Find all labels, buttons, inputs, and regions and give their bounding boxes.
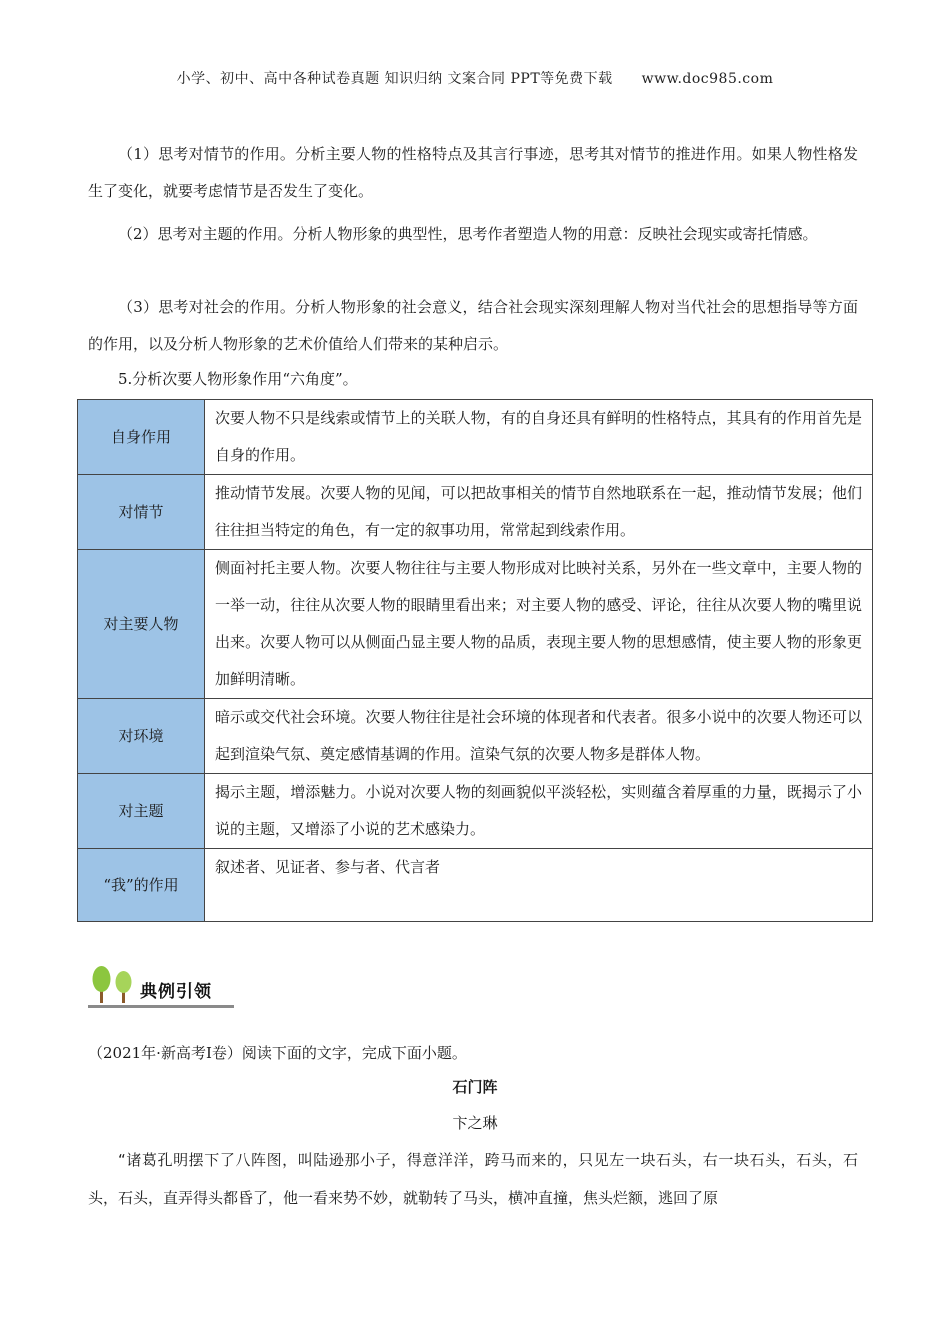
row-text: 暗示或交代社会环境。次要人物往往是社会环境的体现者和代表者。很多小说中的次要人物还可以起到渲染气氛、奠定感情基调的作用。渲染气氛的次要人物多是群体人物。 (205, 699, 873, 774)
paragraph-plot: （1）思考对情节的作用。分析主要人物的性格特点及其言行事迹，思考其对情节的推进作用。如果人物性格发生了变化，就要考虑情节是否发生了变化。 (88, 145, 858, 200)
row-text: 推动情节发展。次要人物的见闻，可以把故事相关的情节自然地联系在一起，推动情节发展；他们往往担当特定的角色，有一定的叙事功用，常常起到线索作用。 (205, 475, 873, 550)
table-row (78, 699, 873, 774)
story-text: “诸葛孔明摆下了八阵图，叫陆逊那小子，得意洋洋，跨马而来的，只见左一块石头，右一块石头，石头，石头，石头，直弄得头都昏了，他一看来势不妙，就勒转了马头，横冲直撞，焦头烂额，逃回了原 (88, 1151, 858, 1207)
row-label: 对主题 (78, 774, 205, 849)
row-text: 叙述者、见证者、参与者、代言者 (205, 849, 873, 922)
table-row (78, 550, 873, 699)
paragraph-theme: （2）思考对主题的作用。分析人物形象的典型性，思考作者塑造人物的用意：反映社会现实或寄托情感。 (118, 225, 818, 243)
row-label: 自身作用 (78, 400, 205, 475)
table-row (78, 475, 873, 550)
six-angles-table (77, 399, 873, 922)
item-5-heading: 5.分析次要人物形象作用“六角度”。 (118, 370, 358, 388)
paragraph-society: （3）思考对社会的作用。分析人物形象的社会意义，结合社会现实深刻理解人物对当代社会的思想指导等方面的作用，以及分析人物形象的艺术价值给人们带来的某种启示。 (88, 298, 858, 353)
exam-source: （2021年·新高考Ⅰ卷）阅读下面的文字，完成下面小题。 (88, 1044, 467, 1062)
story-title: 石门阵 (452, 1078, 498, 1096)
table-row (78, 400, 873, 475)
row-text: 次要人物不只是线索或情节上的关联人物，有的自身还具有鲜明的性格特点，其具有的作用首先是自身的作用。 (205, 400, 873, 475)
row-text: 揭示主题，增添魅力。小说对次要人物的刻画貌似平淡轻松，实则蕴含着厚重的力量，既揭示了小说的主题，又增添了小说的艺术感染力。 (205, 774, 873, 849)
banner-underline (88, 1005, 234, 1008)
story-author: 卞之琳 (452, 1114, 498, 1132)
row-label: 对情节 (78, 475, 205, 550)
tree-crown-right (116, 971, 132, 993)
row-label: 对环境 (78, 699, 205, 774)
page-header: 小学、初中、高中各种试卷真题 知识归纳 文案合同 PPT等免费下载 www.doc985.com (176, 71, 774, 87)
banner-title: 典例引领 (140, 982, 212, 1002)
row-label: 对主要人物 (78, 550, 205, 699)
tree-crown-left (93, 966, 111, 992)
table-row (78, 849, 873, 922)
section-banner (88, 965, 234, 1009)
table-row (78, 774, 873, 849)
tree-icon (90, 965, 138, 1005)
row-text: 侧面衬托主要人物。次要人物往往与主要人物形成对比映衬关系，另外在一些文章中，主要人物的一举一动，往往从次要人物的眼睛里看出来；对主要人物的感受、评论，往往从次要人物的嘴里说出来。次要人物可以从侧面凸显主要人物的品质，表现主要人物的思想感情，使主要人物的形象更加鲜明清晰。 (205, 550, 873, 699)
row-label: “我”的作用 (78, 849, 205, 922)
